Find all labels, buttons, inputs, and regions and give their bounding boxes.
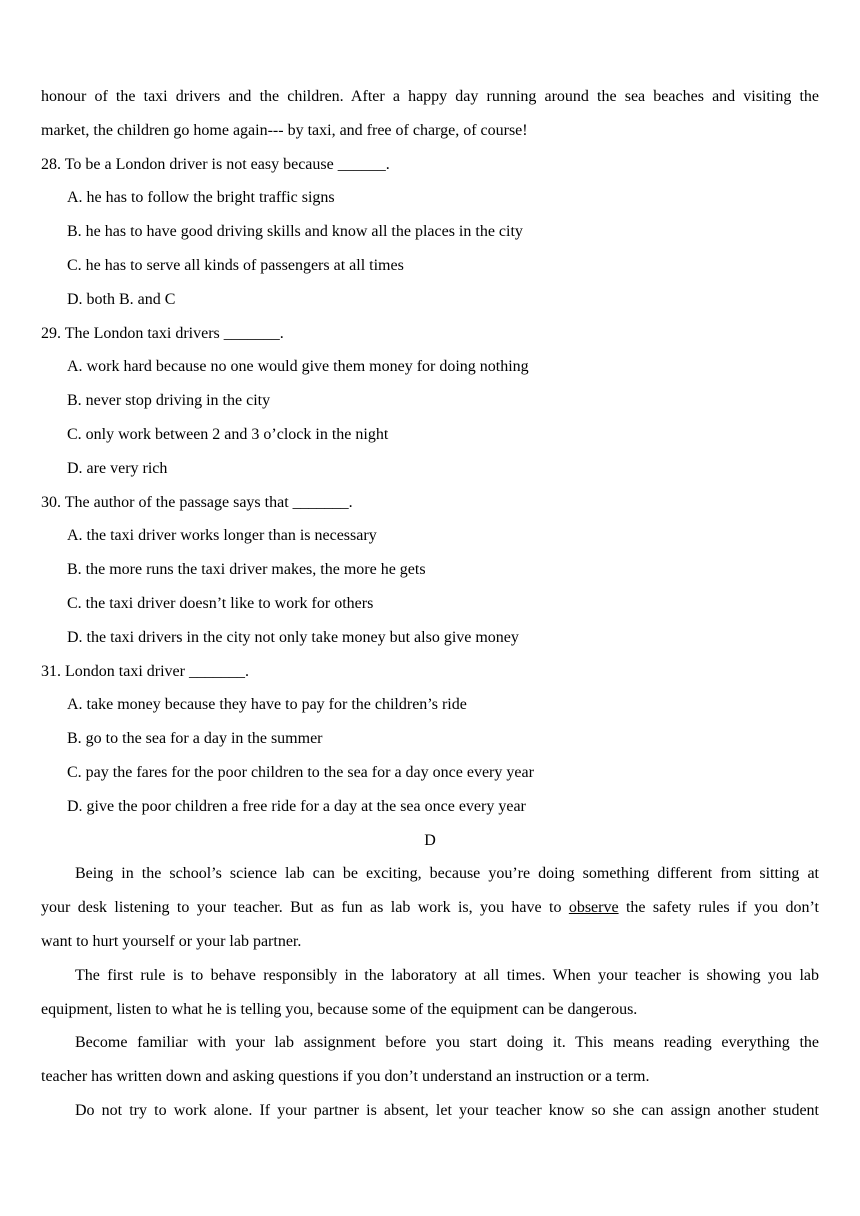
option-c: C. only work between 2 and 3 o’clock in the night <box>67 425 389 443</box>
option-b: B. never stop driving in the city <box>67 392 271 410</box>
paragraph-line: teacher has written down and asking questions if you don’t understand an instruction or a term. <box>41 1068 650 1086</box>
question-31 <box>41 655 819 824</box>
option-c: C. he has to serve all kinds of passengers at all times <box>67 256 404 274</box>
paragraph-line: want to hurt yourself or your lab partner. <box>41 932 302 950</box>
paragraph-4 <box>41 1094 819 1128</box>
paragraph-line <box>41 891 819 925</box>
paragraph-2 <box>41 959 819 1027</box>
question-stem: 28. To be a London driver is not easy because ______. <box>41 155 390 173</box>
passage-end-line-2: market, the children go home again--- by taxi, and free of charge, of course! <box>41 121 528 139</box>
passage-end-line-1: honour of the taxi drivers and the children. After a happy day running around the sea beaches and visiting the <box>41 88 819 105</box>
option-d: D. give the poor children a free ride for a day at the sea once every year <box>67 797 526 815</box>
paragraph-line: The first rule is to behave responsibly in the laboratory at all times. When your teacher is showing you lab <box>75 966 819 984</box>
document-page <box>41 80 819 1128</box>
question-stem: 31. London taxi driver _______. <box>41 662 249 680</box>
question-28 <box>41 148 819 317</box>
option-a: A. he has to follow the bright traffic signs <box>67 189 335 207</box>
question-stem: 29. The London taxi drivers _______. <box>41 324 284 342</box>
option-c: C. pay the fares for the poor children to the sea for a day once every year <box>67 763 534 781</box>
option-b: B. he has to have good driving skills and know all the places in the city <box>67 223 523 241</box>
paragraph-1 <box>41 857 819 958</box>
option-c: C. the taxi driver doesn’t like to work for others <box>67 594 374 612</box>
section-heading: D <box>424 831 436 849</box>
option-d: D. the taxi drivers in the city not only take money but also give money <box>67 628 519 646</box>
paragraph-line: Being in the school’s science lab can be exciting, because you’re doing something different from sitting at <box>75 865 819 883</box>
option-a: A. take money because they have to pay for the children’s ride <box>67 696 467 714</box>
question-30 <box>41 486 819 655</box>
paragraph-line: Do not try to work alone. If your partner is absent, let your teacher know so she can assign another student <box>75 1101 819 1119</box>
paragraph-text: the safety rules if you don’t <box>618 899 820 917</box>
option-d: D. are very rich <box>67 459 168 477</box>
paragraph-text: your desk listening to your teacher. But as fun as lab work is, you have to <box>41 899 569 917</box>
question-29 <box>41 317 819 486</box>
option-a: A. work hard because no one would give them money for doing nothing <box>67 358 529 376</box>
option-b: B. the more runs the taxi driver makes, the more he gets <box>67 561 426 579</box>
paragraph-3 <box>41 1026 819 1094</box>
underlined-word: observe <box>568 899 619 917</box>
option-a: A. the taxi driver works longer than is necessary <box>67 527 377 545</box>
option-d: D. both B. and C <box>67 290 176 308</box>
option-b: B. go to the sea for a day in the summer <box>67 730 323 748</box>
question-stem: 30. The author of the passage says that _______. <box>41 493 353 511</box>
paragraph-line: equipment, listen to what he is telling you, because some of the equipment can be dangerous. <box>41 1000 638 1018</box>
paragraph-line: Become familiar with your lab assignment before you start doing it. This means reading everything the <box>75 1034 819 1052</box>
